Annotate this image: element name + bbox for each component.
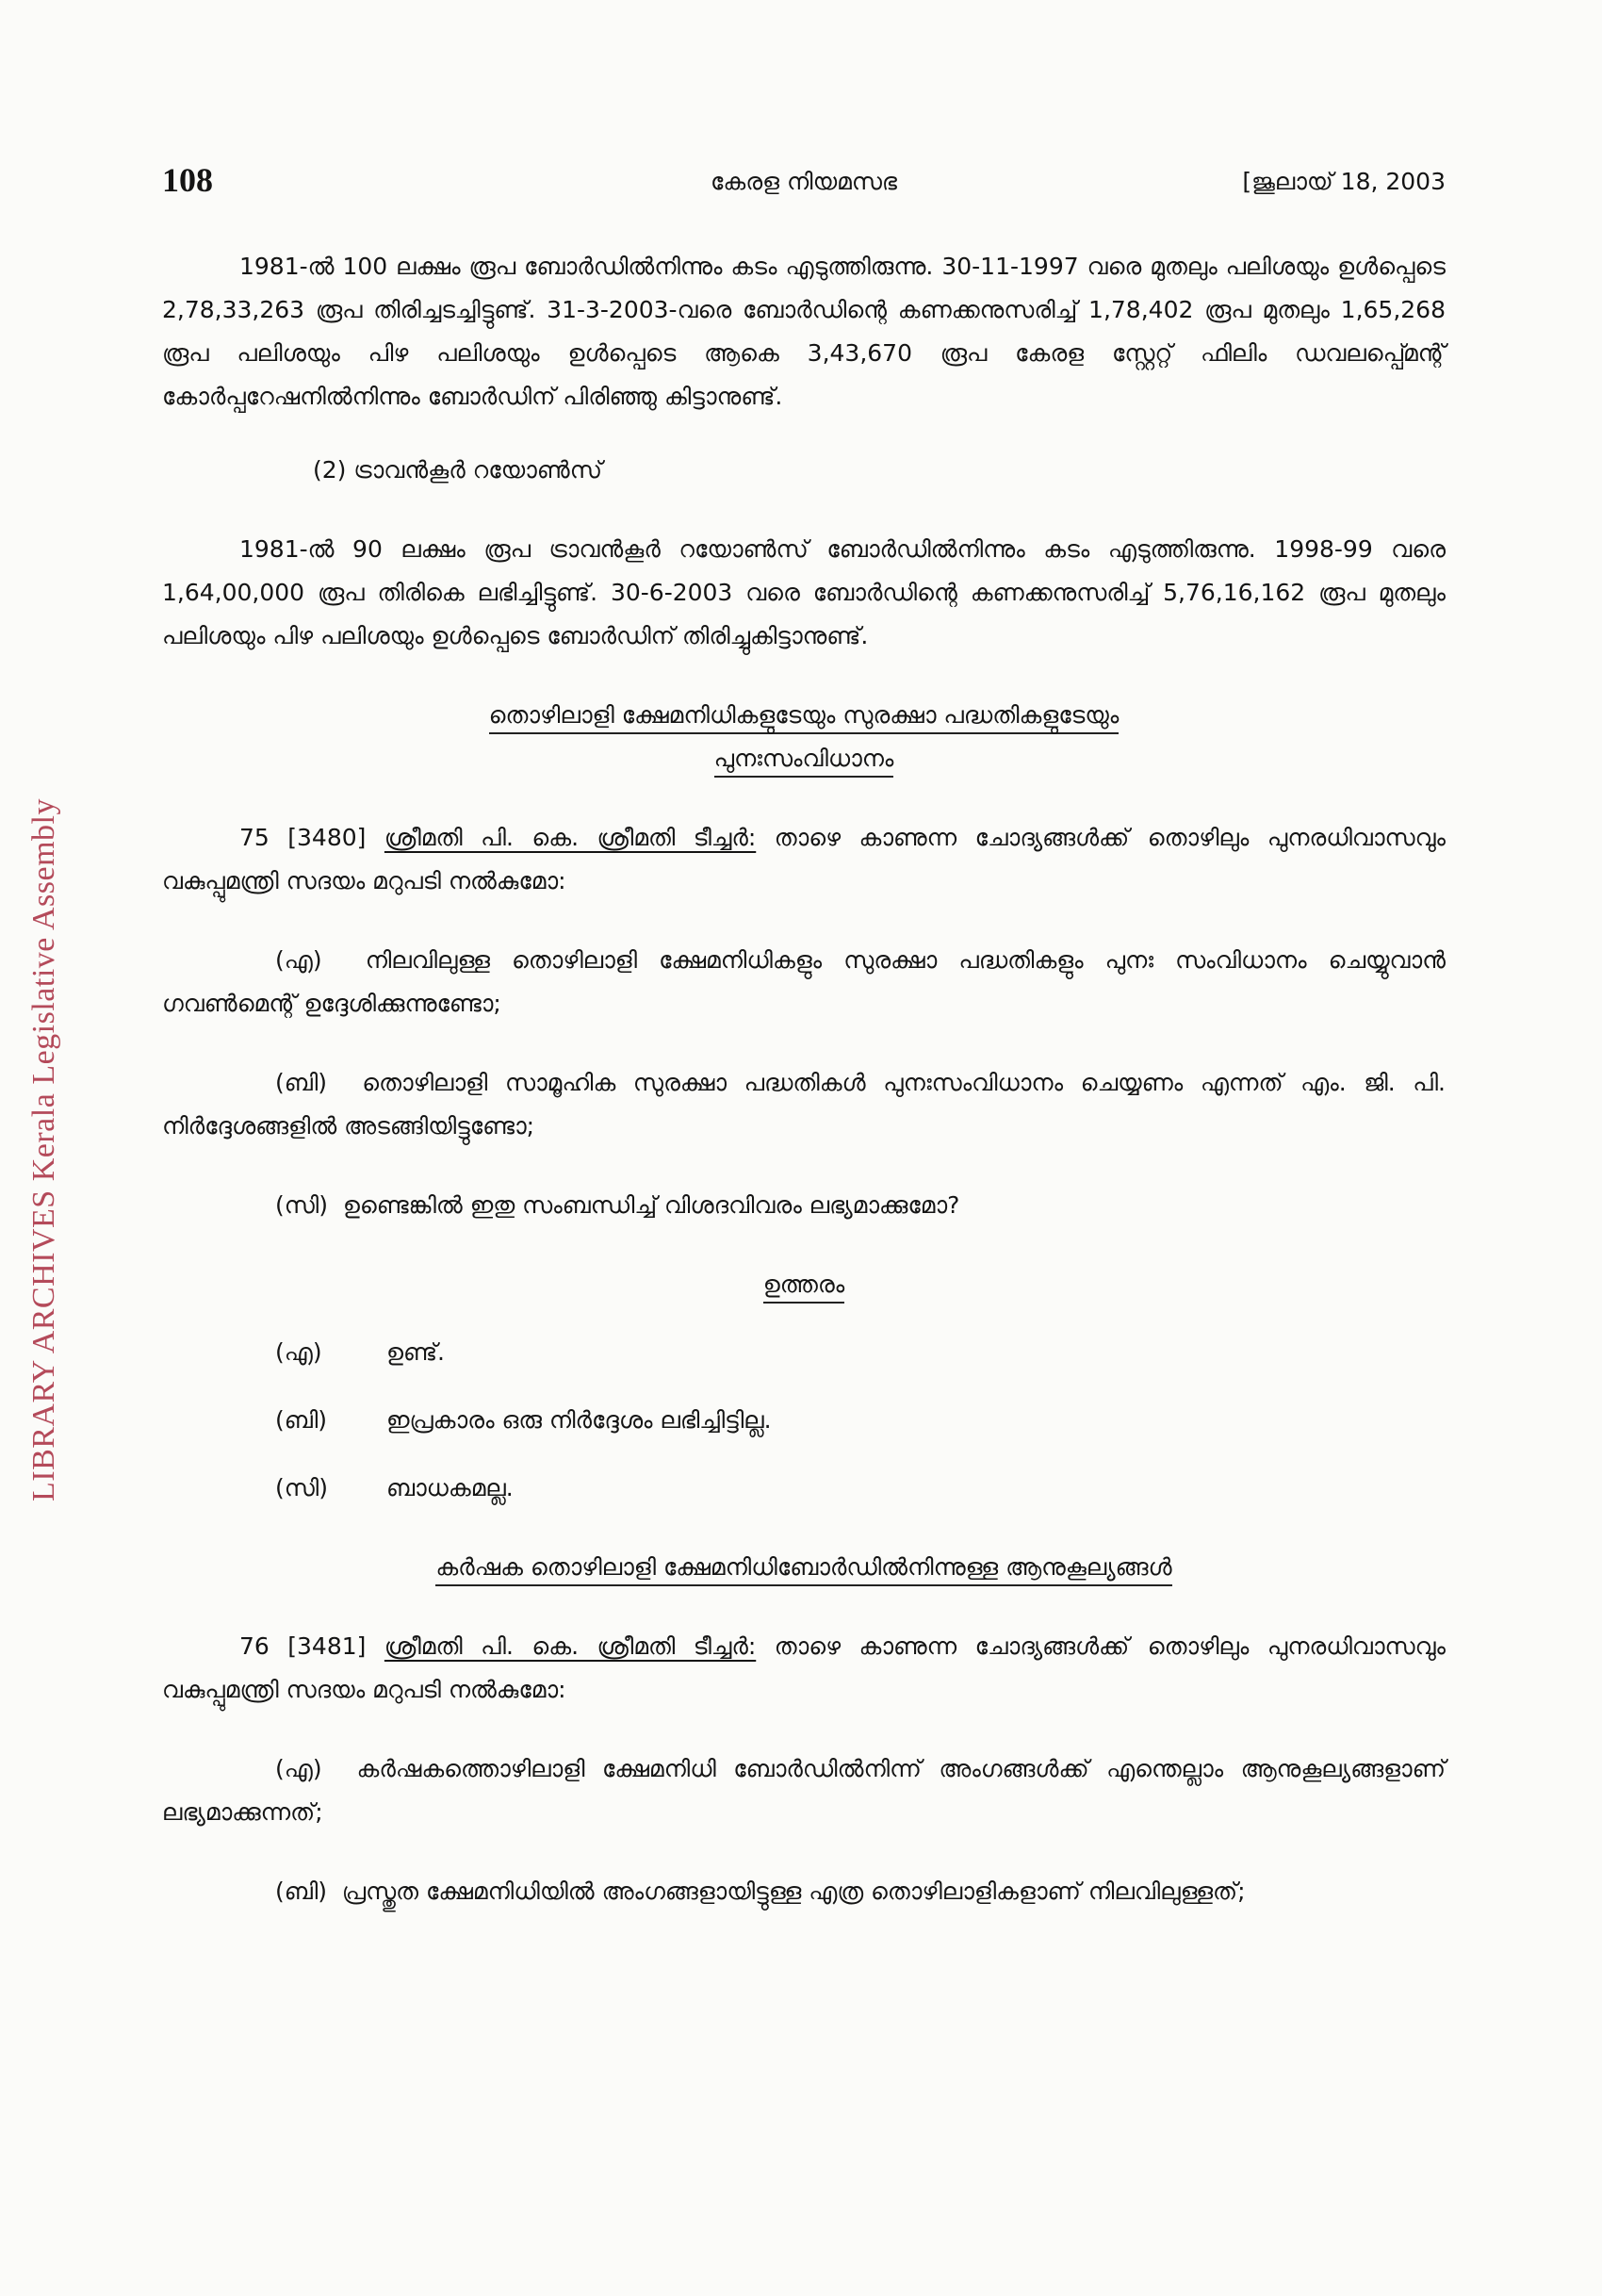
answer-label: (ബി) <box>275 1406 328 1434</box>
question-75-b <box>162 1061 1446 1148</box>
paragraph-travancore-rayons: 1981-ൽ 90 ലക്ഷം രൂപ ട്രാവൻകൂർ റയോൺസ് ബോർഡിൽനിന്നും കടം എടുത്തിരുന്നു. 1998-99 വരെ 1,64,00,000 രൂപ തിരികെ ലഭിച്ചിട്ടുണ്ട്. 30-6-2003 വരെ ബോർഡിന്റെ കണക്കനുസരിച്ച് 5,76,16,162 രൂപ മുതലും പലിശയും പിഴ പലിശയും ഉൾപ്പെടെ ബോർഡിന് തിരിച്ചുകിട്ടാനുണ്ട്. <box>162 535 1446 649</box>
document-page <box>162 160 1446 1913</box>
question-76-a <box>162 1747 1446 1834</box>
page-header <box>162 160 1446 217</box>
question-text: കർഷകത്തൊഴിലാളി ക്ഷേമനിധി ബോർഡിൽനിന്ന് അംഗങ്ങൾക്ക് എന്തെല്ലാം ആനുകൂല്യങ്ങളാണ് ലഭ്യമാക്കുന്നത്; <box>162 1755 1446 1826</box>
question-text: പ്രസ്തുത ക്ഷേമനിധിയിൽ അംഗങ്ങളായിട്ടുള്ള എത്ര തൊഴിലാളികളാണ് നിലവിലുള്ളത്; <box>341 1878 1246 1905</box>
question-76 <box>162 1625 1446 1712</box>
question-76-member: ശ്രീമതി പി. കെ. ശ്രീമതി ടീച്ചർ: <box>384 1632 757 1660</box>
answer-heading <box>162 1263 1446 1306</box>
page-number: 108 <box>162 161 213 199</box>
question-label: (സി) <box>275 1191 328 1219</box>
question-75-c <box>162 1184 1446 1227</box>
page-date: [ജൂലായ് 18, 2003 <box>1242 168 1446 195</box>
section1-heading-line1: തൊഴിലാളി ക്ഷേമനിധികളുടേയും സുരക്ഷാ പദ്ധതികളുടേയും <box>489 701 1120 734</box>
archive-watermark: LIBRARY ARCHIVES Kerala Legislative Assembly <box>26 798 61 1502</box>
section1-heading-line2: പുനഃസംവിധാനം <box>714 745 894 778</box>
question-label: (ബി) <box>275 1069 328 1096</box>
answer-a <box>162 1331 1446 1374</box>
paragraph-film-corporation: 1981-ൽ 100 ലക്ഷം രൂപ ബോർഡിൽനിന്നും കടം എടുത്തിരുന്നു. 30-11-1997 വരെ മുതലും പലിശയും ഉൾപ്പെടെ 2,78,33,263 രൂപ തിരിച്ചടച്ചിട്ടുണ്ട്. 31-3-2003-വരെ ബോർഡിന്റെ കണക്കനുസരിച്ച് 1,78,402 രൂപ മുതലും 1,65,268 രൂപ പലിശയും പിഴ പലിശയും ഉൾപ്പെടെ ആകെ 3,43,670 രൂപ കേരള സ്റ്റേറ്റ് ഫിലിം ഡവലപ്പ്മെന്റ് കോർപ്പറേഷനിൽനിന്നും ബോർഡിന് പിരിഞ്ഞു കിട്ടാനുണ്ട്. <box>162 253 1446 410</box>
answer-c <box>162 1467 1446 1510</box>
answer-heading-text: ഉത്തരം <box>763 1271 845 1304</box>
answer-text: ബാധകമല്ല. <box>385 1474 514 1501</box>
answer-label: (എ) <box>275 1338 322 1366</box>
question-label: (എ) <box>275 946 322 974</box>
question-text: നിലവിലുള്ള തൊഴിലാളി ക്ഷേമനിധികളും സുരക്ഷാ പദ്ധതികളും പുനഃ സംവിധാനം ചെയ്യുവാൻ ഗവൺമെന്റ് ഉദ്ദേശിക്കുന്നുണ്ടോ; <box>162 946 1446 1017</box>
question-75-member: ശ്രീമതി പി. കെ. ശ്രീമതി ടീച്ചർ: <box>384 824 757 851</box>
section1-heading <box>162 694 1446 780</box>
page-title: കേരള നിയമസഭ <box>711 168 897 195</box>
section2-heading <box>162 1546 1446 1589</box>
question-76-number: 76 [3481] <box>239 1632 367 1660</box>
question-text: തൊഴിലാളി സാമൂഹിക സുരക്ഷാ പദ്ധതികൾ പുനഃസംവിധാനം ചെയ്യണം എന്നത് എം. ജി. പി. നിർദ്ദേശങ്ങളിൽ അടങ്ങിയിട്ടുണ്ടോ; <box>162 1069 1446 1140</box>
question-76-b <box>162 1870 1446 1913</box>
question-75 <box>162 816 1446 903</box>
answer-text: ഉണ്ട്. <box>385 1338 446 1366</box>
question-text: ഉണ്ടെങ്കിൽ ഇതു സംബന്ധിച്ച് വിശദവിവരം ലഭ്യമാക്കുമോ? <box>342 1191 960 1219</box>
answer-text: ഇപ്രകാരം ഒരു നിർദ്ദേശം ലഭിച്ചിട്ടില്ല. <box>385 1406 772 1434</box>
question-75-a <box>162 939 1446 1025</box>
answer-b <box>162 1399 1446 1442</box>
question-label: (ബി) <box>275 1878 328 1905</box>
subheading-travancore-rayons: (2) ട്രാവൻകൂർ റയോൺസ് <box>313 456 603 484</box>
section2-heading-text: കർഷക തൊഴിലാളി ക്ഷേമനിധിബോർഡിൽനിന്നുള്ള ആനുകൂല്യങ്ങൾ <box>435 1553 1171 1586</box>
question-76-text: താഴെ കാണുന്ന ചോദ്യങ്ങൾക്ക് തൊഴിലും പുനരധിവാസവും വകുപ്പുമന്ത്രി സദയം മറുപടി നൽകുമോ: <box>162 1632 1447 1703</box>
question-label: (എ) <box>275 1755 322 1782</box>
question-75-text: താഴെ കാണുന്ന ചോദ്യങ്ങൾക്ക് തൊഴിലും പുനരധിവാസവും വകുപ്പുമന്ത്രി സദയം മറുപടി നൽകുമോ: <box>162 824 1447 894</box>
question-75-number: 75 [3480] <box>239 824 367 851</box>
answer-label: (സി) <box>275 1474 328 1501</box>
